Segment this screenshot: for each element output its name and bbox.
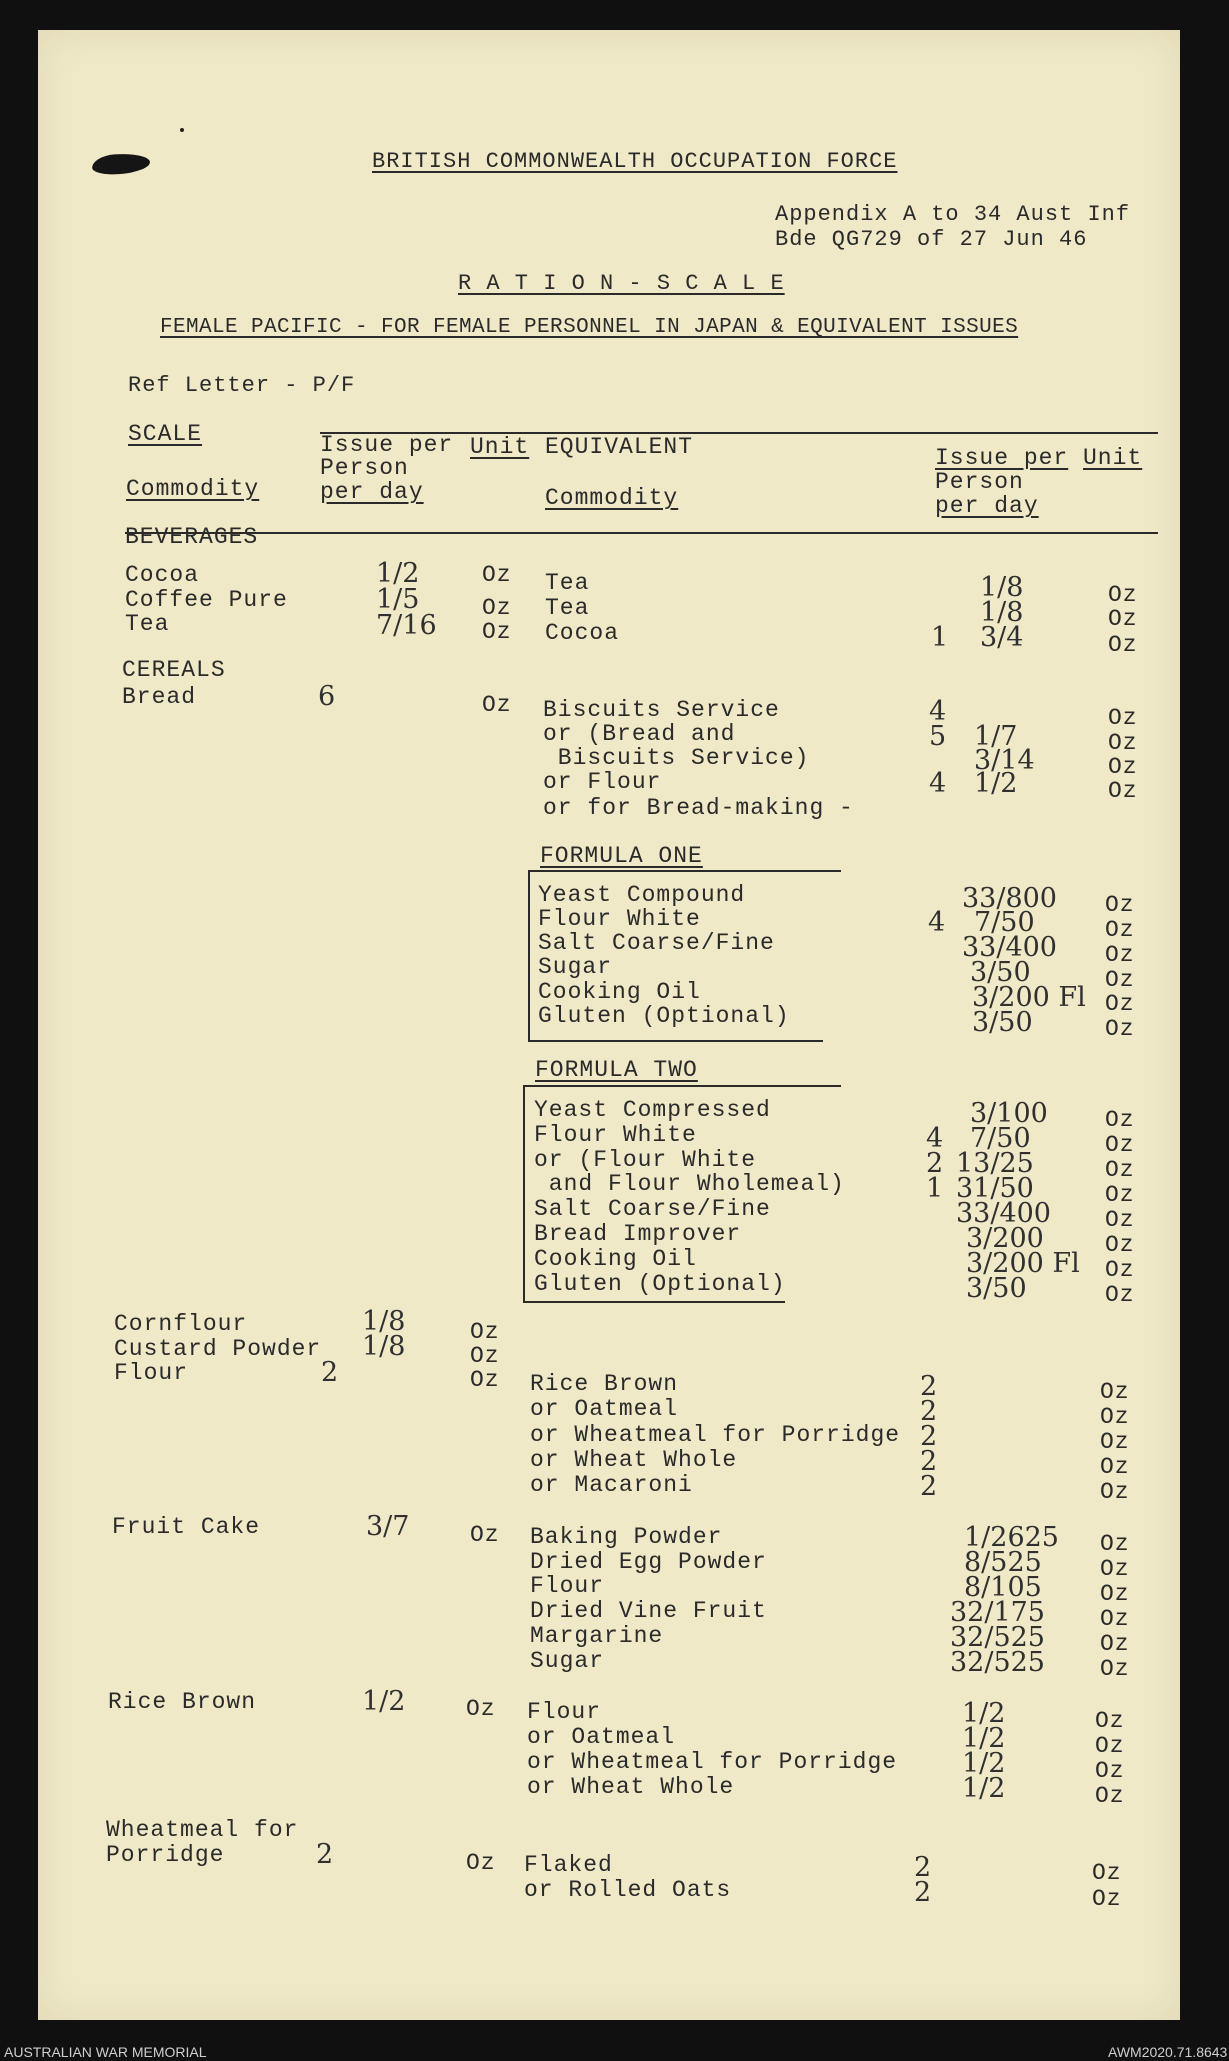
qty-wheatmeal: 2 [316,1839,334,1870]
item-cocoa: Cocoa [125,562,200,588]
unit-coffee-pure: Oz [482,595,512,621]
section-beverages: BEVERAGES [125,524,259,550]
subtitle: FEMALE PACIFIC - FOR FEMALE PERSONNEL IN JAPAN & EQUIVALENT ISSUES [160,316,1019,339]
eq-unit-tea-1: Oz [1108,582,1138,608]
eq-bread-0: Biscuits Service [543,697,780,723]
f2-row-2-unit: Oz [1105,1157,1135,1183]
section-cereals: CEREALS [122,657,226,683]
f2-row-5-unit: Oz [1105,1232,1135,1258]
f2-row-7: Gluten (Optional) [534,1271,786,1297]
eq-whole-cocoa: 1 [931,622,949,653]
f2-row-0-frac: 3/100 [970,1098,1048,1129]
item-coffee-pure: Coffee Pure [125,587,288,613]
eq-cake-5: Sugar [530,1648,605,1674]
eq-bread-1-whole: 5 [929,721,947,752]
item-bread: Bread [122,684,197,710]
eq-bread-4: or for Bread-making - [543,795,854,821]
eq-rice-0-qty: 1/2 [962,1698,1006,1729]
f2-row-2-frac: 13/25 [956,1148,1034,1179]
eq-bread-2-frac: 3/14 [974,745,1035,776]
eq-rice-2: or Wheatmeal for Porridge [527,1749,898,1775]
eq-cake-0-qty: 1/2625 [964,1522,1059,1553]
f1-row-2-unit: Oz [1105,942,1135,968]
eq-flour-3-qty: 2 [920,1446,938,1477]
item-rice-brown: Rice Brown [108,1689,257,1715]
eq-flour-1: or Oatmeal [530,1396,679,1422]
eq-unit-cocoa: Oz [1108,632,1138,658]
f1-row-3: Sugar [538,954,613,980]
qty-custard-powder: 1/8 [362,1331,406,1362]
col-unit: Unit [470,434,530,460]
f2-row-2-whole: 2 [926,1148,944,1179]
eq-flour-4-qty: 2 [920,1471,938,1502]
f2-row-1-whole: 4 [926,1123,944,1154]
f2-row-4: Salt Coarse/Fine [534,1196,771,1222]
eq-cake-2: Flour [530,1573,605,1599]
f1-row-5-unit: Oz [1105,1016,1135,1042]
item-wheatmeal-line2: Porridge [106,1842,225,1868]
qty-tea: 7/16 [376,610,437,641]
header-rule-bottom [125,532,1158,534]
eq-wheatmeal-1: or Rolled Oats [524,1877,732,1903]
unit-cocoa: Oz [482,562,512,588]
eq-flour-2-qty: 2 [920,1421,938,1452]
eq-wheatmeal-0-unit: Oz [1092,1860,1122,1886]
f1-row-1: Flour White [538,906,701,932]
eq-cake-1-qty: 8/525 [964,1547,1042,1578]
unit-custard-powder: Oz [470,1343,500,1369]
unit-wheatmeal: Oz [466,1850,496,1876]
eq-cake-4: Margarine [530,1623,664,1649]
item-cornflour: Cornflour [114,1311,248,1337]
qty-cocoa: 1/2 [376,558,420,589]
unit-bread: Oz [482,692,512,718]
eq-bread-0-unit: Oz [1108,705,1138,731]
formula-one-box-bottom [528,1040,823,1042]
f2-row-4-frac: 33/400 [956,1198,1051,1229]
item-flour: Flour [114,1360,189,1386]
eq-cake-5-qty: 32/525 [950,1647,1045,1678]
eq-wheatmeal-0: Flaked [524,1852,613,1878]
f1-row-3-unit: Oz [1105,967,1135,993]
f2-row-1: Flour White [534,1122,697,1148]
f1-row-0-frac: 33/800 [962,883,1057,914]
f1-row-5: Gluten (Optional) [538,1003,790,1029]
f2-row-3-unit: Oz [1105,1182,1135,1208]
eq-flour-0: Rice Brown [530,1371,679,1397]
f1-row-0: Yeast Compound [538,882,746,908]
f2-row-7-unit: Oz [1105,1282,1135,1308]
eq-bread-1: or (Bread and [543,721,736,747]
f2-row-3: and Flour Wholemeal) [534,1171,845,1197]
col-person: Person [320,455,409,481]
eq-cocoa: Cocoa [545,620,620,646]
eq-flour-4-unit: Oz [1100,1479,1130,1505]
item-tea: Tea [125,611,170,637]
f2-row-1-frac: 7/50 [970,1123,1031,1154]
col-issue-per: Issue per [320,432,454,458]
appendix-line-2: Bde QG729 of 27 Jun 46 [775,227,1088,252]
unit-tea: Oz [482,619,512,645]
f1-row-5-frac: 3/50 [972,1007,1033,1038]
eq-qty-tea-2: 1/8 [980,597,1024,628]
qty-fruit-cake: 3/7 [366,1511,410,1542]
f1-row-2-frac: 33/400 [962,932,1057,963]
eq-cake-0: Baking Powder [530,1524,723,1550]
eq-bread-0-whole: 4 [929,696,947,727]
eq-flour-2: or Wheatmeal for Porridge [530,1422,901,1448]
eq-bread-1-frac: 1/7 [974,721,1018,752]
eq-bread-1-unit: Oz [1108,730,1138,756]
eq-cake-3: Dried Vine Fruit [530,1598,767,1624]
eq-rice-1-qty: 1/2 [962,1723,1006,1754]
f1-row-1-unit: Oz [1105,917,1135,943]
f2-row-3-whole: 1 [926,1173,944,1204]
f1-row-3-frac: 3/50 [970,957,1031,988]
qty-cornflour: 1/8 [362,1306,406,1337]
eq-cake-3-unit: Oz [1100,1606,1130,1632]
col-eq-per-day: per day [935,493,1039,519]
col-eq-unit: Unit [1083,445,1143,471]
eq-qty-cocoa: 3/4 [980,622,1024,653]
eq-flour-2-unit: Oz [1100,1429,1130,1455]
qty-coffee-pure: 1/5 [376,584,420,615]
formula-one-box-side [528,870,530,1042]
eq-flour-1-qty: 2 [920,1396,938,1427]
f2-row-0: Yeast Compressed [534,1097,771,1123]
col-per-day: per day [320,479,424,505]
eq-bread-3-whole: 4 [929,768,947,799]
eq-bread-3-unit: Oz [1108,778,1138,804]
eq-rice-1-unit: Oz [1095,1733,1125,1759]
eq-bread-2: Biscuits Service) [543,745,810,771]
eq-bread-3: or Flour [543,769,662,795]
qty-bread: 6 [318,681,336,712]
eq-cake-2-qty: 8/105 [964,1572,1042,1603]
f2-row-3-frac: 31/50 [956,1173,1034,1204]
item-wheatmeal-line1: Wheatmeal for [106,1817,299,1843]
eq-wheatmeal-1-qty: 2 [914,1877,932,1908]
f2-row-4-unit: Oz [1105,1207,1135,1233]
eq-rice-0: Flour [527,1699,602,1725]
eq-cake-1-unit: Oz [1100,1556,1130,1582]
unit-fruit-cake: Oz [470,1522,500,1548]
f1-row-1-whole: 4 [928,907,946,938]
eq-cake-0-unit: Oz [1100,1531,1130,1557]
f1-row-0-unit: Oz [1105,892,1135,918]
f2-row-5-frac: 3/200 [966,1223,1044,1254]
eq-flour-3: or Wheat Whole [530,1447,738,1473]
col-eq-person: Person [935,469,1024,495]
f1-row-2: Salt Coarse/Fine [538,930,775,956]
eq-flour-4: or Macaroni [530,1472,693,1498]
eq-rice-0-unit: Oz [1095,1708,1125,1734]
f1-row-4: Cooking Oil [538,979,701,1005]
f1-row-4-unit: Oz [1105,991,1135,1017]
unit-rice-brown: Oz [466,1696,496,1722]
eq-rice-2-unit: Oz [1095,1758,1125,1784]
qty-flour: 2 [321,1357,339,1388]
eq-cake-5-unit: Oz [1100,1656,1130,1682]
eq-qty-tea-1: 1/8 [980,572,1024,603]
eq-rice-3-qty: 1/2 [962,1773,1006,1804]
document-title: BRITISH COMMONWEALTH OCCUPATION FORCE [372,149,898,174]
col-equivalent: EQUIVALENT [545,434,694,460]
f1-row-4-frac: 3/200 Fl [972,982,1086,1013]
eq-flour-1-unit: Oz [1100,1404,1130,1430]
eq-cake-4-unit: Oz [1100,1631,1130,1657]
col-eq-commodity: Commodity [545,485,679,511]
f2-row-2: or (Flour White [534,1147,757,1173]
f2-row-7-frac: 3/50 [966,1273,1027,1304]
eq-flour-3-unit: Oz [1100,1454,1130,1480]
col-scale: SCALE [128,421,203,447]
eq-rice-3: or Wheat Whole [527,1774,735,1800]
eq-wheatmeal-1-unit: Oz [1092,1886,1122,1912]
formula-two-box-side [523,1085,525,1303]
qty-rice-brown: 1/2 [362,1686,406,1717]
eq-wheatmeal-0-qty: 2 [914,1852,932,1883]
eq-rice-1: or Oatmeal [527,1724,676,1750]
eq-cake-1: Dried Egg Powder [530,1549,767,1575]
eq-tea-1: Tea [545,570,590,596]
eq-cake-3-qty: 32/175 [950,1597,1045,1628]
item-custard-powder: Custard Powder [114,1336,322,1362]
eq-tea-2: Tea [545,595,590,621]
ration-scale-title: R A T I O N - S C A L E [458,271,785,296]
formula-one-title: FORMULA ONE [540,843,703,869]
eq-unit-tea-2: Oz [1108,606,1138,632]
f2-row-5: Bread Improver [534,1221,742,1247]
eq-rice-2-qty: 1/2 [962,1748,1006,1779]
f2-row-0-unit: Oz [1105,1107,1135,1133]
eq-flour-0-unit: Oz [1100,1379,1130,1405]
item-fruit-cake: Fruit Cake [112,1514,261,1540]
f1-row-1-frac: 7/50 [974,907,1035,938]
col-commodity: Commodity [126,476,260,502]
col-eq-issue-per: Issue per [935,445,1069,471]
f2-row-6-unit: Oz [1105,1257,1135,1283]
formula-one-box-top [528,870,841,872]
footer-accession: AWM2020.71.8643 [1108,2044,1228,2060]
formula-two-box-bottom [523,1301,785,1303]
eq-bread-3-frac: 1/2 [974,768,1018,799]
eq-cake-4-qty: 32/525 [950,1622,1045,1653]
unit-flour: Oz [470,1367,500,1393]
f2-row-6: Cooking Oil [534,1246,697,1272]
footer-source: AUSTRALIAN WAR MEMORIAL [4,2044,207,2060]
ink-dot [180,128,184,132]
formula-two-box-top [523,1085,841,1087]
f2-row-6-frac: 3/200 Fl [966,1248,1080,1279]
appendix-line-1: Appendix A to 34 Aust Inf [775,202,1131,227]
eq-bread-2-unit: Oz [1108,754,1138,780]
f2-row-1-unit: Oz [1105,1132,1135,1158]
eq-rice-3-unit: Oz [1095,1783,1125,1809]
unit-cornflour: Oz [470,1319,500,1345]
eq-flour-0-qty: 2 [920,1371,938,1402]
ref-letter: Ref Letter - P/F [128,373,356,398]
formula-two-title: FORMULA TWO [535,1057,698,1083]
eq-cake-2-unit: Oz [1100,1581,1130,1607]
